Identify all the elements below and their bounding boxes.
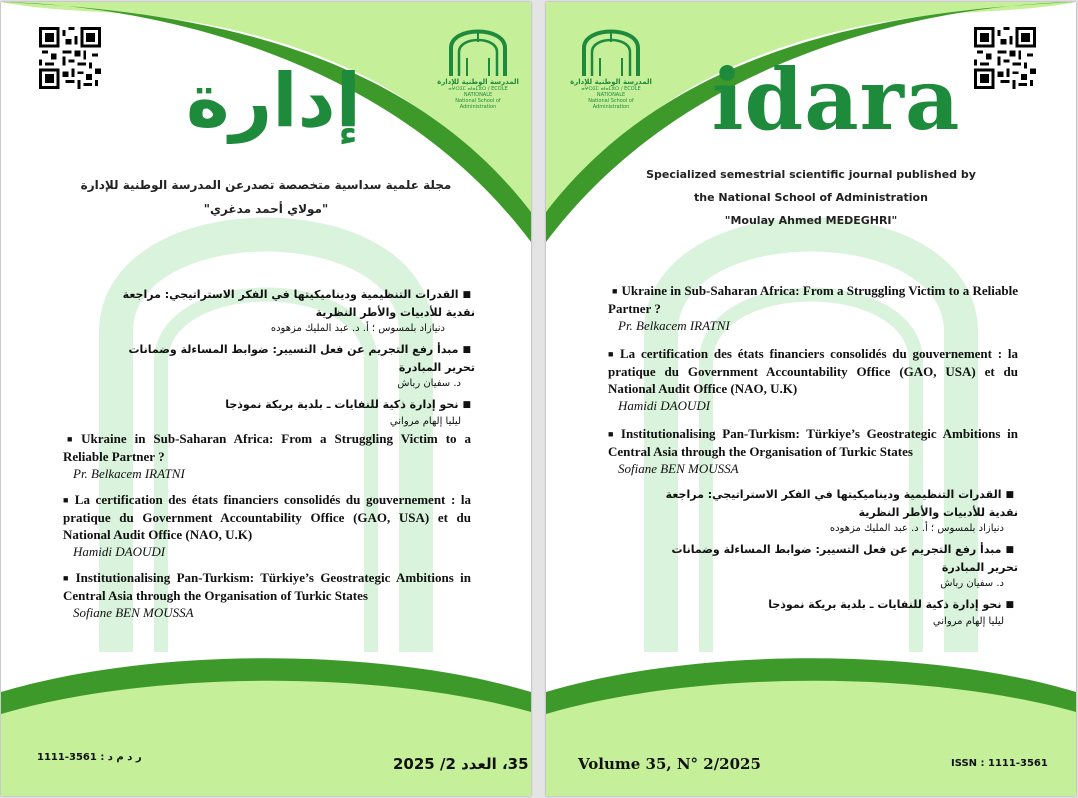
journal-title-latin: idara (711, 50, 961, 149)
bullet-icon: ■ (1005, 600, 1014, 610)
article-title: Institutionalising Pan-Turkism: Türkiye’s Geostrategic Ambitions in Central Asia through the Organisation of Turkic States (63, 570, 471, 603)
subtitle-arabic-line2: "مولاي أحمد مدغري" (203, 202, 329, 216)
list-item[interactable] (63, 491, 471, 561)
bullet-icon: ■ (1005, 545, 1014, 555)
list-item[interactable] (640, 486, 1018, 537)
list-item[interactable] (608, 425, 1018, 478)
volume-issue-arabic: 35، العدد 2/ 2025 (393, 755, 529, 773)
article-authors: د. سفيان رباش (940, 578, 1004, 589)
article-authors: Pr. Belkacem IRATNI (618, 318, 730, 333)
article-authors: ليليا إلهام مرواني (389, 416, 461, 427)
arabic-article-list (101, 286, 475, 430)
article-authors: ليليا إلهام مرواني (932, 616, 1004, 627)
subtitle-line2: the National School of Administration (694, 191, 928, 204)
bullet-icon: ■ (608, 429, 617, 439)
bullet-icon: ■ (1005, 490, 1014, 500)
logo-english-name: National School of Administration (455, 98, 501, 110)
bullet-icon: ■ (63, 573, 72, 583)
subtitle-arabic-line1: مجلة علمية سداسية متخصصة تصدرعن المدرسة الوطنية للإدارة (80, 178, 452, 192)
list-item[interactable] (101, 341, 475, 392)
article-title: La certification des états financiers consolidés du gouvernement : la pratique du Government Accountability Office (GAO, USA) et du National Audit Office (NAO, U.K) (63, 492, 471, 542)
subtitle-line1: Specialized semestrial scientific journal published by (646, 168, 976, 181)
logo-tifinagh-name: ⴰⵖⵔⵉⵎ ⴰⵏⴰⵎⵓⵔ / ECOLE NATIONALE (581, 86, 641, 98)
logo-arabic-name: المدرسة الوطنية للإدارة (570, 78, 652, 86)
journal-title-arabic: إدارة (186, 58, 361, 144)
article-authors: Hamidi DAOUDI (618, 398, 711, 413)
latin-article-list (63, 430, 471, 622)
list-item[interactable] (63, 569, 471, 622)
volume-issue: Volume 35, N° 2/2025 (578, 755, 761, 773)
article-authors: دنيازاد بلمسوس ؛ أ. د. عبد المليك مزهوده (829, 523, 1004, 534)
bullet-icon: ■ (612, 286, 618, 296)
school-logo (570, 20, 652, 110)
article-title: نحو إدارة ذكية للنفايات ـ بلدية بريكة نموذجا (768, 598, 1002, 611)
issn-arabic: ر د م د : 3561-1111 (37, 752, 142, 763)
latin-article-list (608, 282, 1018, 478)
bullet-icon: ■ (608, 349, 616, 359)
article-title: La certification des états financiers consolidés du gouvernement : la pratique du Government Accountability Office (GAO, USA) et du National Audit Office (NAO, U.K) (608, 346, 1019, 396)
article-authors: Hamidi DAOUDI (73, 544, 166, 559)
list-item[interactable] (640, 541, 1018, 592)
logo-tifinagh-name: ⴰⵖⵔⵉⵎ ⴰⵏⴰⵎⵓⵔ / ECOLE NATIONALE (448, 86, 508, 98)
logo-english-name: National School of Administration (588, 98, 634, 110)
bullet-icon: ■ (462, 400, 471, 410)
bullet-icon: ■ (63, 495, 71, 505)
article-title: Ukraine in Sub-Saharan Africa: From a Struggling Victim to a Reliable Partner ? (608, 283, 1019, 316)
article-authors: Sofiane BEN MOUSSA (618, 461, 739, 476)
list-item[interactable] (63, 430, 471, 483)
article-authors: Sofiane BEN MOUSSA (73, 605, 194, 620)
bullet-icon: ■ (462, 345, 471, 355)
article-title: Institutionalising Pan-Turkism: Türkiye’s Geostrategic Ambitions in Central Asia through the Organisation of Turkic States (608, 426, 1019, 459)
list-item[interactable] (608, 345, 1018, 415)
article-title: مبدأ رفع التجريم عن فعل التسيير: ضوابط المساءلة وضمانات تحرير المبادرة (671, 543, 1018, 574)
bullet-icon: ■ (67, 434, 78, 444)
article-title: نحو إدارة ذكية للنفايات ـ بلدية بريكة نموذجا (225, 398, 459, 411)
article-authors: دنيازاد بلمسوس ؛ أ. د. عبد المليك مزهوده (270, 323, 445, 334)
article-title: Ukraine in Sub-Saharan Africa: From a Struggling Victim to a Reliable Partner ? (63, 431, 471, 464)
list-item[interactable] (608, 282, 1018, 335)
article-authors: د. سفيان رباش (397, 378, 461, 389)
article-title: القدرات التنظيمية وديناميكيتها في الفكر الاستراتيجي: مراجعة نقدية للأدبيات والأطر النظرية (665, 488, 1018, 519)
qr-code[interactable] (39, 27, 101, 89)
logo-arabic-name: المدرسة الوطنية للإدارة (437, 78, 519, 86)
article-title: مبدأ رفع التجريم عن فعل التسيير: ضوابط المساءلة وضمانات تحرير المبادرة (128, 343, 475, 374)
article-authors: Pr. Belkacem IRATNI (73, 466, 185, 481)
subtitle-line3: "Moulay Ahmed MEDEGHRI" (724, 214, 898, 227)
list-item[interactable] (101, 396, 475, 430)
list-item[interactable] (640, 596, 1018, 630)
arabic-cover-page (1, 2, 531, 796)
arabic-article-list (640, 486, 1018, 630)
english-cover-page (546, 2, 1076, 796)
article-title: القدرات التنظيمية وديناميكيتها في الفكر الاستراتيجي: مراجعة نقدية للأدبيات والأطر النظرية (122, 288, 475, 319)
school-logo (437, 20, 519, 110)
issn: ISSN : 1111-3561 (951, 758, 1048, 769)
list-item[interactable] (101, 286, 475, 337)
bullet-icon: ■ (462, 290, 471, 300)
